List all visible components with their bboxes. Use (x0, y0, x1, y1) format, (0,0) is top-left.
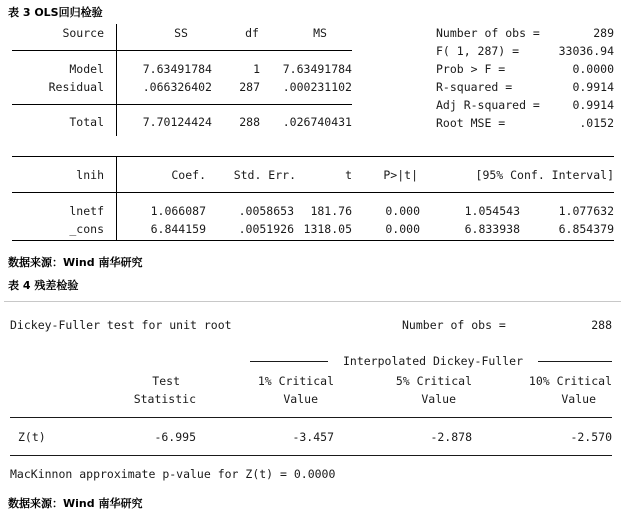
stat-r2-value: 0.9914 (572, 80, 614, 94)
coef-row-cons-ci-low: 6.833938 (464, 222, 520, 236)
df-col-cv5-line2: Value (421, 392, 456, 406)
df-row-stat: -6.995 (154, 430, 196, 444)
df-row-cv5: -2.878 (430, 430, 472, 444)
stat-adjr2-label: Adj R-squared = (436, 98, 540, 112)
stat-f-label: F( 1, 287) = (436, 44, 520, 58)
df-footnote: MacKinnon approximate p-value for Z(t) = 0.0000 (10, 467, 336, 481)
anova-vertical-rule (116, 24, 117, 136)
anova-row-residual-ms: .000231102 (282, 80, 352, 94)
coef-header-se: Std. Err. (233, 168, 296, 182)
table4-source-note: 数据来源：Wind 南华研究 (8, 497, 143, 510)
coef-header-t: t (345, 168, 352, 182)
anova-row-residual-source: Residual (48, 80, 104, 94)
anova-header-ms: MS (313, 26, 327, 40)
anova-row-total-df: 288 (239, 115, 260, 129)
page-edge-line (4, 301, 621, 302)
coef-row-lnetf-p: 0.000 (385, 204, 420, 218)
anova-row-residual-ss: .066326402 (142, 80, 212, 94)
coef-header-ci: [95% Conf. Interval] (475, 168, 614, 182)
anova-header-df: df (245, 26, 259, 40)
df-group-header: Interpolated Dickey-Fuller (342, 354, 523, 368)
coef-row-lnetf-se: .0058653 (238, 204, 294, 218)
stat-rootmse-label: Root MSE = (436, 116, 506, 130)
df-header-rule (10, 417, 612, 418)
coef-row-cons-coef: 6.844159 (150, 222, 206, 236)
anova-row-model-ss: 7.63491784 (142, 62, 212, 76)
stat-r2-label: R-squared = (436, 80, 513, 94)
df-col-cv1-line1: 1% Critical (257, 374, 334, 388)
coef-row-lnetf-coef: 1.066087 (150, 204, 206, 218)
stat-f-value: 33036.94 (558, 44, 614, 58)
table3-source-note: 数据来源：Wind 南华研究 (8, 256, 143, 269)
coef-row-lnetf-ci-low: 1.054543 (464, 204, 520, 218)
anova-row-total-ms: .026740431 (282, 115, 352, 129)
df-row-cv10: -2.570 (570, 430, 612, 444)
df-row-cv1: -3.457 (292, 430, 334, 444)
df-col-stat-line1: Test (152, 374, 180, 388)
group-header-rule-left (250, 361, 328, 362)
df-col-cv1-line2: Value (283, 392, 318, 406)
coef-header-coef: Coef. (171, 168, 206, 182)
stat-adjr2-value: 0.9914 (572, 98, 614, 112)
coef-header-p: P>|t| (383, 168, 418, 182)
df-col-cv5-line1: 5% Critical (395, 374, 472, 388)
coef-bottom-rule (12, 240, 614, 241)
df-bottom-rule (10, 455, 612, 456)
coef-row-cons-se: .0051926 (238, 222, 294, 236)
anova-row-model-ms: 7.63491784 (282, 62, 352, 76)
stat-nobs-value: 289 (593, 26, 614, 40)
table4-caption: 表 4 残差检验 (8, 279, 79, 292)
anova-row-model-source: Model (69, 62, 104, 76)
anova-row-total-ss: 7.70124424 (142, 115, 212, 129)
table3-caption: 表 3 OLS回归检验 (8, 6, 103, 19)
anova-row-residual-df: 287 (239, 80, 260, 94)
coef-row-cons-var: _cons (69, 222, 104, 236)
stat-rootmse-value: .0152 (579, 116, 614, 130)
coef-row-lnetf-ci-high: 1.077632 (558, 204, 614, 218)
coef-row-cons-ci-high: 6.854379 (558, 222, 614, 236)
stat-nobs-label: Number of obs = (436, 26, 540, 40)
anova-row-model-df: 1 (253, 62, 260, 76)
df-test-title: Dickey-Fuller test for unit root (10, 318, 232, 332)
coef-top-rule (12, 156, 614, 157)
anova-header-rule (12, 50, 352, 51)
stat-probf-label: Prob > F = (436, 62, 506, 76)
anova-row-total-source: Total (69, 115, 104, 129)
df-nobs-label: Number of obs = (402, 318, 506, 332)
coef-vertical-rule (116, 156, 117, 240)
coef-row-lnetf-var: lnetf (69, 204, 104, 218)
coef-row-cons-p: 0.000 (385, 222, 420, 236)
anova-header-source: Source (62, 26, 104, 40)
coef-row-cons-t: 1318.05 (303, 222, 352, 236)
df-col-stat-line2: Statistic (133, 392, 196, 406)
df-nobs-value: 288 (591, 318, 612, 332)
df-col-cv10-line2: Value (561, 392, 596, 406)
coef-header-rule (12, 192, 614, 193)
df-row-label: Z(t) (18, 430, 46, 444)
coef-header-var: lnih (76, 168, 104, 182)
group-header-rule-right (538, 361, 612, 362)
stat-probf-value: 0.0000 (572, 62, 614, 76)
anova-total-rule (12, 104, 352, 105)
df-col-cv10-line1: 10% Critical (528, 374, 612, 388)
coef-row-lnetf-t: 181.76 (310, 204, 352, 218)
anova-header-ss: SS (174, 26, 188, 40)
